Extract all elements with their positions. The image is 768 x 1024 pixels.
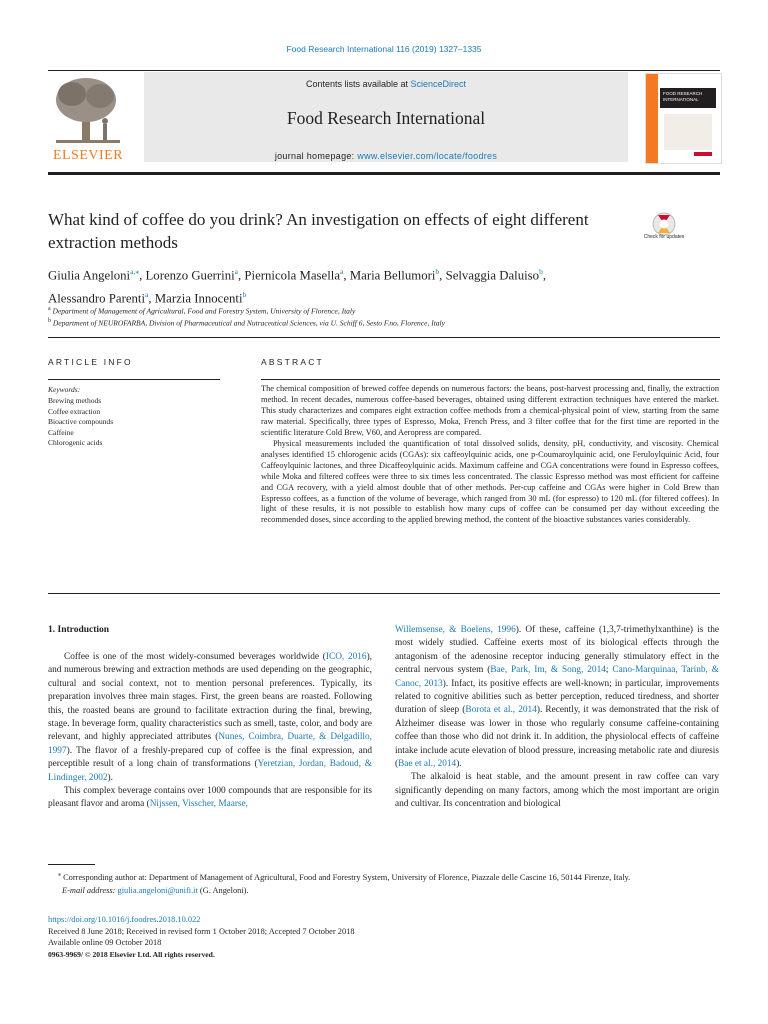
available-online: Available online 09 October 2018 xyxy=(48,938,162,947)
copyright-line: 0963-9969/ © 2018 Elsevier Ltd. All rights reserved. xyxy=(48,949,215,959)
email-link[interactable]: giulia.angeloni@unifi.it xyxy=(117,885,198,895)
author-sup[interactable]: a xyxy=(145,290,149,300)
homepage-line xyxy=(144,151,628,161)
abstract-body xyxy=(261,384,719,526)
citation-link[interactable]: Borota et al., 2014 xyxy=(465,705,537,716)
citation-link[interactable]: Bae, Park, Im, & Song, 2014 xyxy=(490,665,606,676)
paragraph-text: This complex beverage contains over 1000 compounds that are responsible for its pleasant flavor and aroma ( xyxy=(48,786,372,810)
author-name[interactable]: Alessandro Parenti xyxy=(48,291,146,306)
paragraph-text: ). xyxy=(107,772,113,783)
keyword-item: Caffeine xyxy=(48,427,74,437)
left-column xyxy=(48,651,372,812)
affiliation-a xyxy=(48,306,355,316)
email-suffix: (G. Angeloni). xyxy=(197,885,249,895)
cover-mark xyxy=(694,152,712,156)
author-name[interactable]: Piernicola Masella xyxy=(244,268,341,283)
citation-link[interactable]: Willemsense, & Boelens, 1996 xyxy=(395,625,516,635)
front-matter-rule xyxy=(48,337,720,338)
paragraph-text: ). Of these, caffeine (1,3,7-trimethylxanthine) is the most widely studied. Caffeine exerts most of its biological effects through the antagonism of the adenosine receptor inducing generally stimulatory effect in the central nervous system ( xyxy=(395,625,719,676)
crossmark-icon[interactable] xyxy=(645,212,683,252)
abstract-bottom-rule xyxy=(48,593,720,594)
contents-prefix: Contents lists available at xyxy=(305,79,411,89)
sciencedirect-link[interactable]: ScienceDirect xyxy=(410,79,467,89)
section-title: 1. Introduction xyxy=(48,625,110,635)
citation-link[interactable]: Cano-Marquinaa, Tarínb, & Canoc, 2013 xyxy=(395,665,719,689)
paragraph-text: ; xyxy=(605,665,613,676)
author-name[interactable]: Giulia Angeloni xyxy=(48,268,131,283)
paragraph-text: ). Recently, it was demonstrated that the risk of Alzheimer disease was lower in those who regularly consume caffeine-containing coffee than those who did not drink it. In addition, the physiolocal effects of caffeine intake include acute elevation of blood pressure, increasing metabolic rate and diuresis ( xyxy=(395,705,720,770)
keyword-item: Coffee extraction xyxy=(48,406,101,416)
paragraph-text: ). Infact, its positive effects are well-known; in particular, improvements related to cognitive abilities such as better perception, reduced tiredness, and shorter duration of sleep ( xyxy=(395,678,719,716)
paragraph-text: ). The flavor of a freshly-prepared cup of coffee is the final expression, and perceptible result of a long chain of transformations ( xyxy=(48,745,372,770)
footnote-mark: ⁎ xyxy=(58,872,61,878)
citation-link[interactable]: Yeretzian, Jordan, Badoud, & Lindinger, 2002 xyxy=(48,759,372,783)
affiliation-b xyxy=(48,318,445,328)
author-name[interactable]: Maria Bellumori xyxy=(349,268,436,283)
intro-paragraph xyxy=(395,624,719,771)
elsevier-wordmark: ELSEVIER xyxy=(52,148,124,163)
keyword-item: Chlorogenic acids xyxy=(48,438,103,447)
corresponding-author-footnote xyxy=(48,869,720,897)
header-bottom-rule xyxy=(48,172,720,175)
cover-title: FOOD RESEARCH INTERNATIONAL xyxy=(660,88,716,108)
contents-line xyxy=(144,79,628,89)
paragraph-text: Coffee is one of the most widely-consumed beverages worldwide ( xyxy=(64,652,326,662)
citation-link[interactable]: Bae et al., 2014 xyxy=(398,759,457,770)
email-label: E-mail address: xyxy=(62,885,118,895)
journal-title: Food Research International xyxy=(286,108,486,128)
affiliation-text: Department of NEUROFARBA, Division of Pharmaceutical and Nutraceutical Sciences, via U. Schiff 6, Sesto F.no, Florence, Italy xyxy=(52,318,445,328)
cover-image xyxy=(664,114,712,150)
paragraph-text: ), and numerous brewing and extraction methods are used depending on the geographic, cultural and social context, not to mention personal preferences. Typically, its preparation involves three main stages. First, the green beans are roasted. Following this, the roasted beans are ground to facilitate extraction during the final, brewing, stage. In beverage form, quality characteristics such as smell, taste, color, and body are relevant, and highly appreciated attributes ( xyxy=(48,652,372,743)
author-name[interactable]: Marzia Innocenti xyxy=(154,291,243,306)
keywords-label: Keywords: xyxy=(48,385,81,394)
citation-link[interactable]: Nijssen, Visscher, Maarse, xyxy=(149,799,249,810)
author-sup[interactable]: a,⁎ xyxy=(130,267,140,276)
author-sup[interactable]: b xyxy=(539,267,543,276)
intro-paragraph xyxy=(48,785,372,812)
article-info-rule xyxy=(48,379,220,380)
keyword-item: Bioactive compounds xyxy=(48,417,114,426)
author-name[interactable]: Lorenzo Guerrini xyxy=(145,268,235,283)
abstract-paragraph: The chemical composition of brewed coffee depends on numerous factors: the beans, post-harvest processing and, finally, the extraction method. In recent decades, numerous coffee-based beverages, obtained using different extraction techniques have entered the market. This study characterizes and compares eight extraction coffee methods from a chemical-physical point of view, starting from the same raw material. Specifically, three types of Espresso, Moka, French Press, and 3 filter coffee that for the first time are reported in the scientific literature Cold Brew, V60, and Aeropress are compared. xyxy=(261,384,719,437)
journal-cover-thumbnail xyxy=(645,73,722,164)
abstract-rule xyxy=(261,379,720,380)
footnote-rule xyxy=(48,864,95,865)
footnote-text: Corresponding author at: Department of Management of Agricultural, Food and Forestry System, University of Florence, Piazzale delle Cascine 16, 50144 Firenze, Italy. xyxy=(63,872,631,882)
crossmark-label: Check for updates xyxy=(643,234,685,240)
right-column xyxy=(395,624,719,812)
intro-paragraph xyxy=(48,651,372,785)
article-title: What kind of coffee do you drink? An investigation on effects of eight different extraction methods xyxy=(48,210,589,252)
history-dates: Received 8 June 2018; Received in revised form 1 October 2018; Accepted 7 October 2018 xyxy=(48,926,355,936)
intro-paragraph xyxy=(395,771,719,811)
keywords-list xyxy=(48,396,113,449)
author-sup[interactable]: b xyxy=(435,267,440,276)
author-sup[interactable]: b xyxy=(242,290,247,300)
article-meta xyxy=(48,914,355,960)
abstract-heading: ABSTRACT xyxy=(261,357,324,367)
homepage-prefix: journal homepage: xyxy=(274,151,358,161)
journal-citation[interactable]: Food Research International 116 (2019) 1327–1335 xyxy=(286,44,482,54)
abstract-paragraph: Physical measurements included the quantification of total dissolved solids, density, pH, conductivity, and viscosity. Chemical analyses identified 15 chlorogenic acids (CGAs): six caffeoylquinic acids, one p-Coumaroylquinic acid, one Feruloylquinic Acid, four Caffeoylquinic lactones, and three Dicaffeoylquinic acids. Maximum caffeine and CGA concentrations were found in Espresso coffees, while Moka and filtered coffees were three to six times less concentrated. The classic Espresso method was most efficient for caffeine and CGA recovery, with a yield almost double that of other methods. Per-cup caffeine and CGAs were higher in Cold Brew than Espresso coffees, as a function of the volume of beverage, which ranged from 30 mL (for espresso) to 120 mL (for filtered coffees). In light of these results, it is not possible to establish how many cups of coffee can be consumed per day without exceeding the recommended doses, since according to the applied brewing method, the content of the bioactive substances varies considerably. xyxy=(261,438,719,525)
keyword-item: Brewing methods xyxy=(48,396,102,405)
affiliation-text: Department of Management of Agricultural, Food and Forestry System, University of Florence, Italy xyxy=(52,306,356,316)
cover-stripe xyxy=(646,74,658,163)
doi-link[interactable]: https://doi.org/10.1016/j.foodres.2018.10.022 xyxy=(48,915,201,924)
citation-link[interactable]: Nunes, Coimbra, Duarte, & Delgadillo, 1997 xyxy=(48,732,372,756)
author-sup[interactable]: a xyxy=(234,267,239,276)
affiliation-mark: b xyxy=(48,318,51,324)
homepage-link[interactable]: www.elsevier.com/locate/foodres xyxy=(357,151,498,161)
author-sup[interactable]: a xyxy=(340,267,344,276)
paragraph-text: ). xyxy=(456,759,462,770)
affiliation-mark: a xyxy=(48,306,51,312)
article-info-heading: ARTICLE INFO xyxy=(48,357,133,367)
citation-link[interactable]: ICO, 2016 xyxy=(325,652,367,662)
paragraph-text: The alkaloid is heat stable, and the amount present in raw coffee can vary significantly depending on many factors, among which the most important are origin and cultivar. Its concentration and biological xyxy=(395,772,719,810)
author-name[interactable]: Selvaggia Daluiso xyxy=(445,268,540,283)
author-list: Giulia Angeloni$^{a,⁎}$, Lorenzo Guerrini$^a$, Piernicola Masella$^a$, Maria Bellumori$^b$, Selvaggia Daluiso$^b$, Alessandro Parenti$^a$, Marzia Innocenti$^b$ xyxy=(48,267,547,306)
